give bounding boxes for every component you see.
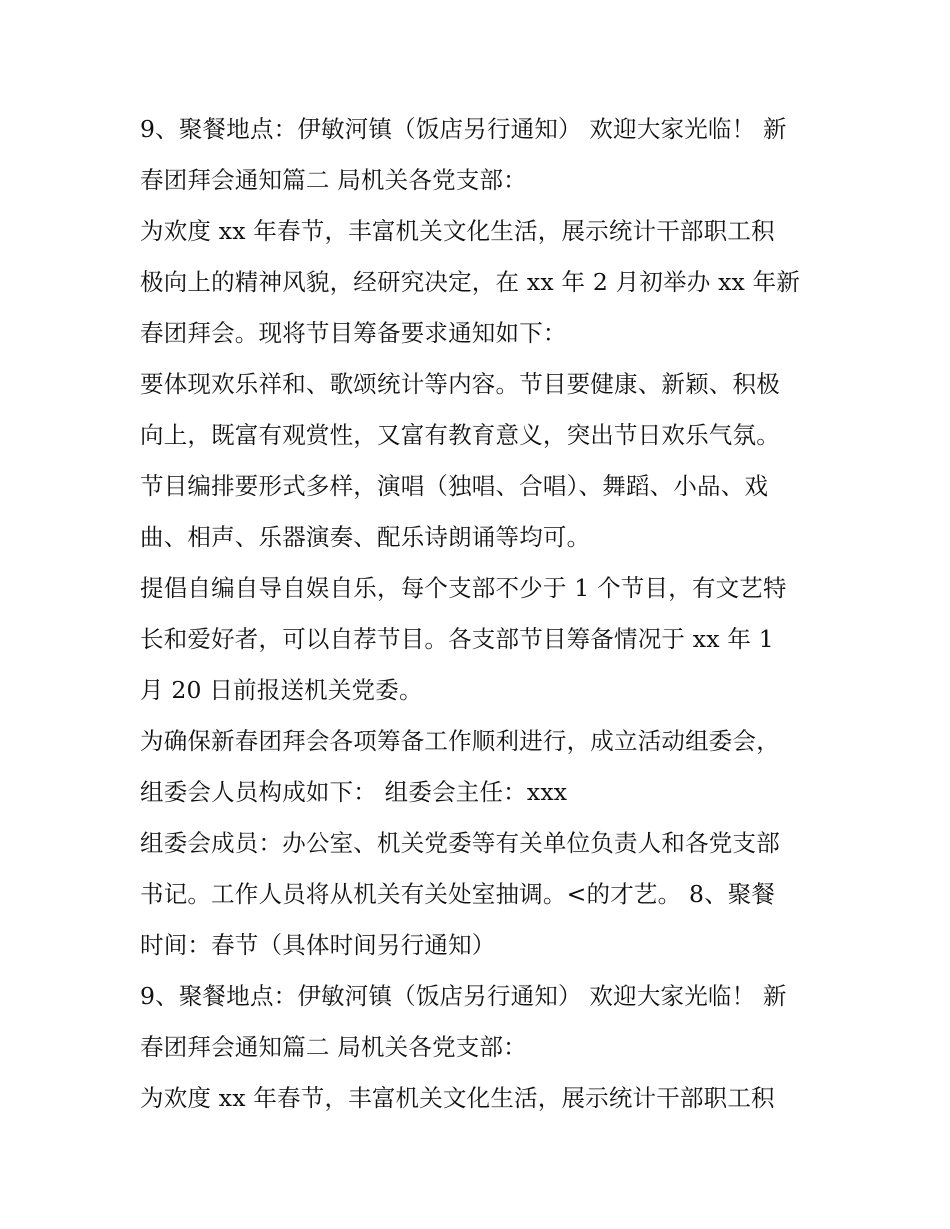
text-line: 向上，既富有观赏性，又富有教育意义，突出节日欢乐气氛。: [140, 421, 780, 449]
text-line: 为欢度 xx 年春节，丰富机关文化生活，展示统计干部职工积: [140, 1084, 775, 1112]
text-line: 月 20 日前报送机关党委。: [140, 676, 423, 704]
text-line: 春团拜会通知篇二 局机关各党支部：: [140, 1033, 527, 1061]
text-line: 节目编排要形式多样，演唱（独唱、合唱）、舞蹈、小品、戏: [140, 472, 769, 500]
text-line: 提倡自编自导自娱自乐，每个支部不少于 1 个节目，有文艺特: [140, 574, 787, 602]
text-line: 书记。工作人员将从机关有关处室抽调。<的才艺。 8、聚餐: [140, 880, 776, 908]
text-line: 9、聚餐地点：伊敏河镇（饭店另行通知） 欢迎大家光临！ 新: [140, 982, 787, 1010]
text-line: 要体现欢乐祥和、歌颂统计等内容。节目要健康、新颖、积极: [140, 370, 780, 398]
text-line: 长和爱好者，可以自荐节目。各支部节目筹备情况于 xx 年 1: [140, 625, 774, 653]
text-line: 曲、相声、乐器演奏、配乐诗朗诵等均可。: [140, 523, 591, 551]
text-line: 为确保新春团拜会各项筹备工作顺利进行，成立活动组委会，: [140, 727, 780, 755]
text-line: 组委会成员：办公室、机关党委等有关单位负责人和各党支部: [140, 829, 780, 857]
text-line: 9、聚餐地点：伊敏河镇（饭店另行通知） 欢迎大家光临！ 新: [140, 115, 787, 143]
text-line: 春团拜会。现将节目筹备要求通知如下：: [140, 319, 567, 347]
text-line: 时间：春节（具体时间另行通知）: [140, 931, 496, 959]
text-line: 为欢度 xx 年春节，丰富机关文化生活，展示统计干部职工积: [140, 217, 775, 245]
text-line: 组委会人员构成如下： 组委会主任：xxx: [140, 778, 568, 806]
text-line: 极向上的精神风貌，经研究决定，在 xx 年 2 月初举办 xx 年新: [140, 268, 801, 296]
text-line: 春团拜会通知篇二 局机关各党支部：: [140, 166, 527, 194]
document-body: [140, 104, 820, 1124]
